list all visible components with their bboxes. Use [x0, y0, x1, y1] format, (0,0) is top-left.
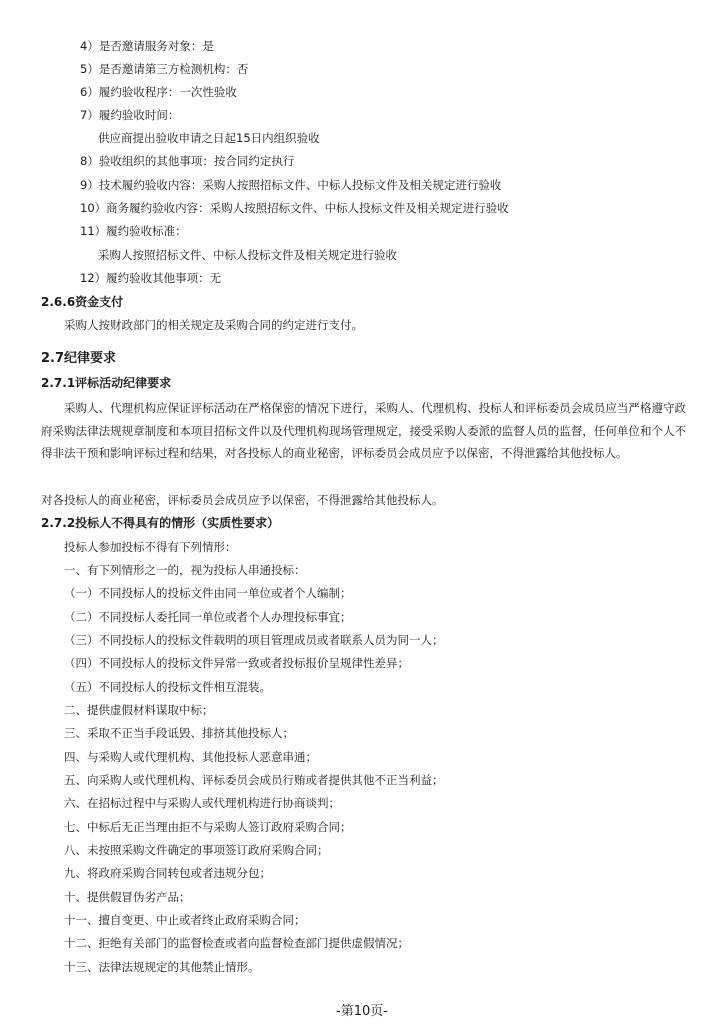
prohibition-item: 五、向采购人或代理机构、评标委员会成员行贿或者提供其他不正当利益；	[64, 773, 444, 787]
acceptance-item-detail: 供应商提出验收申请之日起15日内组织验收	[98, 131, 320, 145]
acceptance-item: 6）履约验收程序：一次性验收	[80, 85, 237, 99]
section-heading-2-7-2: 2.7.2投标人不得具有的情形（实质性要求）	[41, 516, 280, 530]
prohibition-item: 十一、擅自变更、中止或者终止政府采购合同；	[64, 913, 306, 927]
acceptance-item: 10）商务履约验收内容：采购人按照招标文件、中标人投标文件及相关规定进行验收	[80, 201, 509, 215]
acceptance-item: 5）是否邀请第三方检测机构：否	[80, 62, 249, 76]
prohibition-item: 一、有下列情形之一的，视为投标人串通投标：	[64, 563, 306, 577]
prohibition-item: 六、在招标过程中与采购人或代理机构进行协商谈判；	[64, 796, 340, 810]
acceptance-item: 11）履约验收标准：	[80, 224, 187, 238]
acceptance-item: 8）验收组织的其他事项：按合同约定执行	[80, 154, 295, 168]
acceptance-item: 7）履约验收时间：	[80, 108, 180, 122]
acceptance-item: 12）履约验收其他事项：无	[80, 271, 222, 285]
prohibition-item: 八、未按照采购文件确定的事项签订政府采购合同；	[64, 843, 329, 857]
acceptance-item: 4）是否邀请服务对象：是	[80, 39, 214, 53]
prohibition-item: 三、采取不正当手段诋毁、排挤其他投标人；	[64, 726, 294, 740]
acceptance-item-detail: 采购人按照招标文件、中标人投标文件及相关规定进行验收	[98, 248, 397, 262]
prohibition-intro: 投标人参加投标不得有下列情形：	[64, 540, 237, 554]
prohibition-item: 四、与采购人或代理机构、其他投标人恶意串通；	[64, 750, 317, 764]
page-number: -第10页-	[336, 1004, 388, 1019]
section-heading-2-6-6: 2.6.6资金支付	[41, 295, 124, 309]
prohibition-subitem: （四）不同投标人的投标文件异常一致或者投标报价呈规律性差异；	[64, 656, 409, 670]
section-heading-2-7: 2.7纪律要求	[41, 351, 117, 366]
prohibition-item: 二、提供虚假材料谋取中标；	[64, 703, 214, 717]
prohibition-item: 十三、法律法规规定的其他禁止情形。	[64, 960, 260, 974]
prohibition-item: 十、提供假冒伪劣产品；	[64, 890, 191, 904]
prohibition-subitem: （五）不同投标人的投标文件相互混装。	[64, 680, 271, 694]
discipline-paragraph: 采购人、代理机构应保证评标活动在严格保密的情况下进行，采购人、代理机构、投标人和评标委员会成员应当严格遵守政府采购法律法规规章制度和本项目招标文件以及代理机构现场管理规定，接受采购人委派的监督人员的监督，任何单位和个人不得非法干预和影响评标过程和结果，对各投标人的商业秘密，评标委员会成员应予以保密，不得泄露给其他投标人。	[41, 401, 686, 460]
prohibition-subitem: （二）不同投标人委托同一单位或者个人办理投标事宜；	[64, 610, 352, 624]
prohibition-item: 十二、拒绝有关部门的监督检查或者向监督检查部门提供虚假情况；	[64, 936, 409, 950]
prohibition-subitem: （一）不同投标人的投标文件由同一单位或者个人编制；	[64, 586, 352, 600]
acceptance-item: 9）技术履约验收内容：采购人按照招标文件、中标人投标文件及相关规定进行验收	[80, 178, 502, 192]
confidentiality-sentence: 对各投标人的商业秘密，评标委员会成员应予以保密，不得泄露给其他投标人。	[41, 493, 444, 507]
payment-text: 采购人按财政部门的相关规定及采购合同的约定进行支付。	[64, 318, 363, 332]
prohibition-item: 九、将政府采购合同转包或者违规分包；	[64, 866, 271, 880]
section-heading-2-7-1: 2.7.1评标活动纪律要求	[41, 376, 172, 390]
prohibition-item: 七、中标后无正当理由拒不与采购人签订政府采购合同；	[64, 820, 352, 834]
prohibition-subitem: （三）不同投标人的投标文件载明的项目管理成员或者联系人员为同一人；	[64, 633, 444, 647]
